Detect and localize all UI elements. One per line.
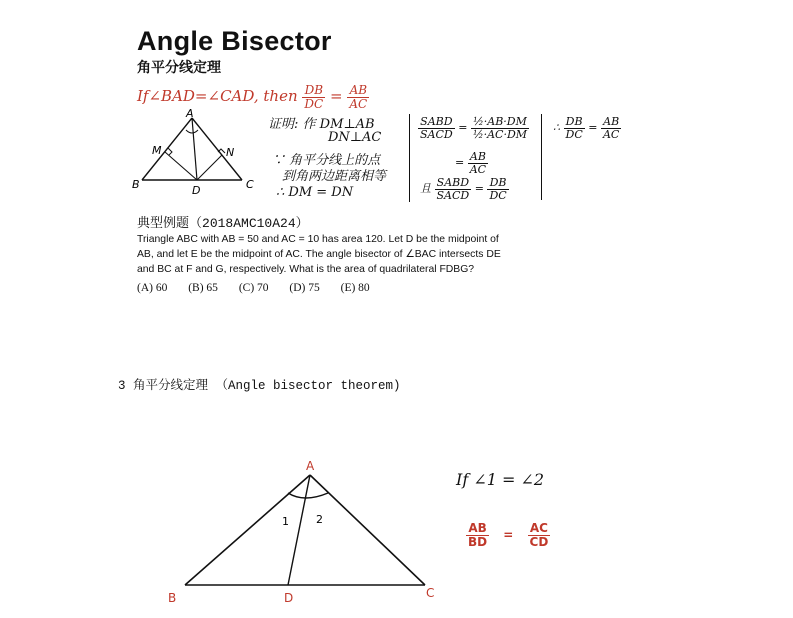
fig1-label-d: D [192,184,201,197]
area-eq-1: = [458,121,468,135]
fig2-equals: = [503,527,514,542]
fig2-den-1: BD [468,534,488,549]
conclusion-fraction-1 [564,116,585,140]
area-dc: DC [489,188,507,202]
statement-equals: = [330,87,343,106]
area-prefix: 且 [420,182,431,196]
proof-line-2: DN⊥AC [328,130,382,145]
conclusion [553,116,621,140]
fig1-side-ac [192,118,242,180]
divider-left [409,114,410,202]
page-subtitle: 角平分线定理 [137,59,221,75]
fig2-label-c: C [426,586,435,600]
proof-line-4: 到角两边距离相等 [282,169,387,184]
fig1-side-ab [142,118,192,180]
area-eq-2: = [455,156,465,170]
area-s1-num: SABD [418,116,455,129]
conclusion-equals: = [588,121,598,135]
area-s2-fraction [435,177,472,201]
fig1-perp-dn [197,155,222,180]
fig1-label-c: C [246,178,254,191]
triangle-figure-2 [160,455,450,610]
fig2-label-angle-1: 1 [282,515,289,528]
fig1-perp-dm [165,152,197,180]
page-title: Angle Bisector [137,26,332,56]
choice-d: (D) 75 [289,282,320,294]
fig2-label-angle-2: 2 [316,513,323,526]
choice-a: (A) 60 [137,282,168,294]
fig2-angle-arc [288,493,328,498]
statement-rhs-num: AB [347,84,369,98]
area-ab: AB [468,151,488,164]
example-heading-cn: 典型例题 [137,215,190,230]
divider-right [541,114,542,200]
problem-line-1: Triangle ABC with AB = 50 and AC = 10 has area 120. Let D be the midpoint of [137,234,499,245]
area-half-ab: ½·AB·DM [471,116,529,129]
conclusion-therefore: ∴ [553,121,560,135]
fig1-right-angle-m [168,148,172,155]
fig1-label-a: A [186,108,194,120]
example-heading [137,212,309,231]
fig2-label-a: A [306,459,315,473]
problem-line-3: and BC at F and G, respectively. What is the area of quadrilateral FDBG? [137,264,475,275]
theorem-heading: 3 角平分线定理 （Angle bisector theorem) [118,379,401,393]
fig2-label-d: D [284,591,294,605]
fig2-ratio [466,522,550,548]
example-heading-code: （2018AMC10A24） [189,216,309,231]
proof-line-1: 证明: 作 DM⊥AB [268,117,375,132]
fig1-label-m: M [152,144,162,157]
area-db: DB [487,177,508,190]
area-proof-row-3 [420,177,509,201]
area-eq-3: = [474,182,484,196]
theorem-statement [137,84,369,110]
fig2-label-b: B [168,591,177,605]
choice-c: (C) 70 [238,282,269,294]
statement-lhs-den: DC [304,96,324,111]
problem-line-2: AB, and let E be the midpoint of AC. The angle bisector of ∠BAC intersects DE [137,249,501,260]
statement-if: If∠BAD=∠CAD, then [137,87,298,106]
area-db-dc-fraction [487,177,508,201]
area-s2-den: SACD [436,188,470,202]
area-proof-row-2 [455,151,488,175]
area-s1-fraction [418,116,455,140]
conclusion-den-2: AC [602,127,620,141]
area-ac: AC [469,162,487,176]
conclusion-den-1: DC [565,127,583,141]
choice-b: (B) 65 [188,282,218,294]
statement-lhs-num: DB [302,84,325,98]
area-ab-ac-fraction [468,151,488,175]
conclusion-fraction-2 [601,116,621,140]
area-half-ac: ½·AC·DM [472,127,528,141]
area-s2-num: SABD [435,177,472,190]
fig2-fraction-1 [466,522,489,548]
fig1-bisector [192,118,197,180]
fig2-num-1: AB [466,522,489,536]
conclusion-num-2: AB [601,116,621,129]
area-s1-den: SACD [420,127,453,141]
fig1-label-n: N [226,146,235,159]
fig2-fraction-2 [528,522,551,548]
triangle-figure-1 [130,108,270,198]
fig2-side-ac [310,475,425,585]
area-half-fraction [471,116,529,140]
proof-line-5: ∴ DM = DN [276,185,354,200]
fig2-num-2: AC [528,522,551,536]
fig1-label-b: B [132,178,140,191]
proof-line-3: ∵ 角平分线上的点 [272,153,381,168]
statement-lhs-fraction [302,84,325,110]
fig2-den-2: CD [529,534,549,549]
choice-e: (E) 80 [340,282,370,294]
statement-rhs-den: AC [349,96,368,111]
fig1-angle-arc [186,130,198,133]
fig2-condition: If ∠1 = ∠2 [456,470,545,489]
answer-choices [137,282,388,294]
area-proof-row-1 [418,116,529,140]
example-problem [137,232,567,277]
conclusion-num-1: DB [564,116,585,129]
statement-rhs-fraction [347,84,369,110]
